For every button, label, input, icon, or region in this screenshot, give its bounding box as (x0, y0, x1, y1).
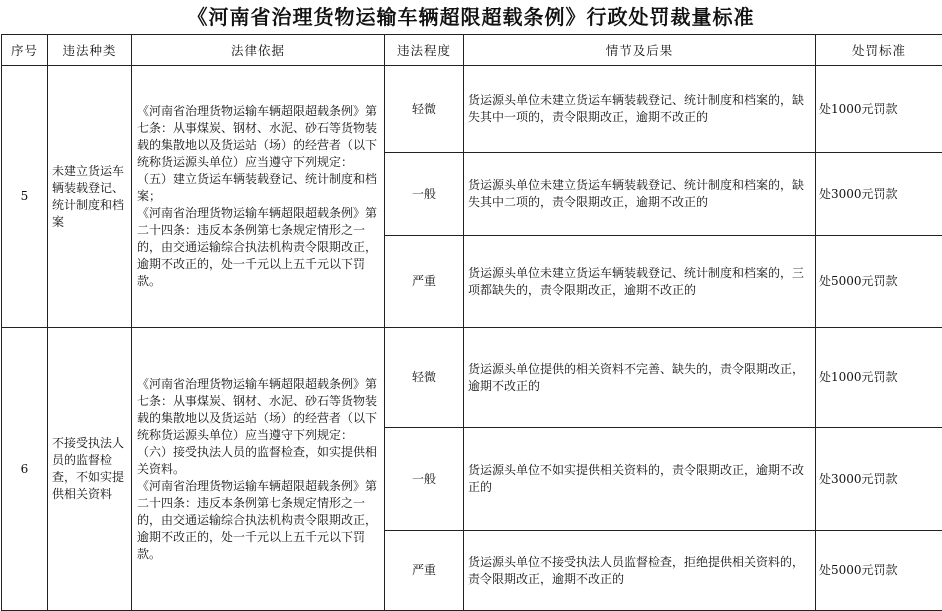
penalty-cell: 处1000元罚款 (816, 328, 942, 428)
circumstance-cell: 货运源头单位提供的相关资料不完善、缺失的，责令限期改正，逾期不改正的 (464, 328, 816, 428)
degree-cell: 轻微 (385, 66, 464, 153)
penalty-cell: 处5000元罚款 (816, 236, 942, 328)
degree-cell: 一般 (385, 428, 464, 531)
degree-cell: 严重 (385, 531, 464, 611)
degree-cell: 一般 (385, 153, 464, 236)
penalty-cell: 处5000元罚款 (816, 531, 942, 611)
circumstance-cell: 货运源头单位未建立货运车辆装载登记、统计制度和档案的，缺失其中二项的，责令限期改正，逾期不改正的 (464, 153, 816, 236)
header-cell-no: 序号 (2, 35, 48, 66)
circumstance-cell: 货运源头单位不如实提供相关资料的，责令限期改正，逾期不改正的 (464, 428, 816, 531)
penalty-cell: 处3000元罚款 (816, 153, 942, 236)
violation-type: 未建立货运车辆装载登记、统计制度和档案 (48, 66, 132, 328)
header-cell-penalty: 处罚标准 (816, 35, 942, 66)
header-cell-degree: 违法程度 (385, 35, 464, 66)
penalty-table (1, 34, 942, 611)
legal-basis: 《河南省治理货物运输车辆超限超载条例》第七条：从事煤炭、钢材、水泥、砂石等货物装载的集散地以及货运站（场）的经营者（以下统称货运源头单位）应当遵守下列规定： （六）接受执法人员的监督检查，如实提供相关资料。 《河南省治理货物运输车辆超限超载条例》第二十四条：违反本条例第七条规定情形之一的，由交通运输综合执法机构责令限期改正，逾期不改正的，处一千元以上五千元以下罚款。 (132, 328, 385, 611)
header-cell-violation: 违法种类 (48, 35, 132, 66)
violation-type: 不接受执法人员的监督检查，不如实提供相关资料 (48, 328, 132, 611)
header-cell-law: 法律依据 (132, 35, 385, 66)
page-title: 《河南省治理货物运输车辆超限超载条例》行政处罚裁量标准 (0, 0, 942, 34)
degree-cell: 严重 (385, 236, 464, 328)
row-number: 6 (2, 328, 48, 611)
table-row (2, 66, 942, 153)
legal-basis: 《河南省治理货物运输车辆超限超载条例》第七条：从事煤炭、钢材、水泥、砂石等货物装载的集散地以及货运站（场）的经营者（以下统称货运源头单位）应当遵守下列规定： （五）建立货运车辆装载登记、统计制度和档案； 《河南省治理货物运输车辆超限超载条例》第二十四条：违反本条例第七条规定情形之一的，由交通运输综合执法机构责令限期改正，逾期不改正的，处一千元以上五千元以下罚款。 (132, 66, 385, 328)
row-number: 5 (2, 66, 48, 328)
penalty-cell: 处1000元罚款 (816, 66, 942, 153)
penalty-cell: 处3000元罚款 (816, 428, 942, 531)
header-cell-circumstance: 情节及后果 (464, 35, 816, 66)
header-row (2, 35, 942, 66)
circumstance-cell: 货运源头单位未建立货运车辆装载登记、统计制度和档案的，缺失其中一项的，责令限期改正，逾期不改正的 (464, 66, 816, 153)
circumstance-cell: 货运源头单位不接受执法人员监督检查，拒绝提供相关资料的，责令限期改正，逾期不改正的 (464, 531, 816, 611)
table-row (2, 328, 942, 428)
circumstance-cell: 货运源头单位未建立货运车辆装载登记、统计制度和档案的，三项都缺失的，责令限期改正，逾期不改正的 (464, 236, 816, 328)
degree-cell: 轻微 (385, 328, 464, 428)
